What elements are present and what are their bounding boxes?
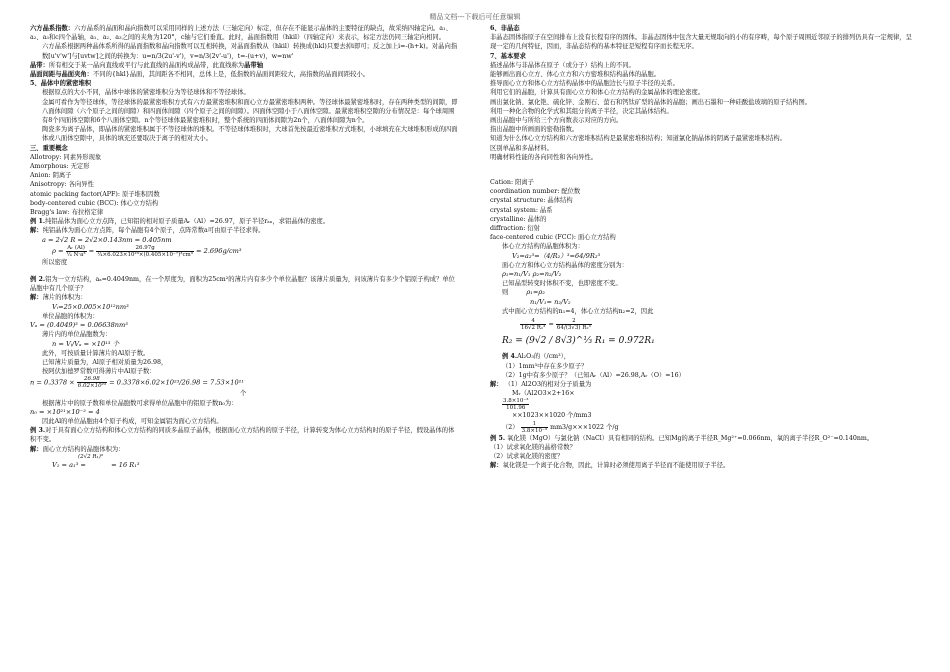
solution-2-step: 因此Al的单位晶胞由4个原子构成，可知金属铝为面心立方结构。 xyxy=(42,417,223,425)
solution-2-label: 解： xyxy=(30,294,43,302)
term-item: crystalline: 晶体的 xyxy=(490,215,547,223)
numerator: 2 xyxy=(556,318,592,325)
denominator: 101.96 xyxy=(506,405,526,412)
numerator: 4 xyxy=(520,318,546,325)
fraction xyxy=(556,318,592,331)
example-2 xyxy=(30,275,458,293)
requirement-item: 画出晶胞中与所给三个方向数表示对应的方向。 xyxy=(490,117,623,125)
solution-4-step: Mᵣ（Al2O3×2+16× xyxy=(512,390,575,398)
density-equal: ρ₁=ρ₂ xyxy=(526,288,545,297)
requirement-item: 指出晶胞中所画面的密勒指数。 xyxy=(490,126,579,134)
fraction xyxy=(66,245,87,258)
example-5-text: 氧化镁（MgO）与氯化钠（NaCl）具有相同的结构。已知Mg的离子半径R_Mg²⁺=0.066nm，氧的离子半径R_O²⁻=0.140nm。 xyxy=(507,434,874,442)
equation-fcc-volume-lhs: V₁ = a₁³ = xyxy=(52,460,86,469)
solution-4-step: （1）Al2O3的相对分子质量为 xyxy=(504,380,592,388)
volume-invariant-note: 已知晶型转变时体积不变，也即密度不变。 xyxy=(502,280,622,288)
requirement-item: 明确材料性能的各向同性和各向异性。 xyxy=(490,153,598,161)
example-3 xyxy=(30,426,458,444)
zone-text: 所有相交于某一晶向直线或平行与此直线的晶面构成晶带，此直线称为 xyxy=(48,61,245,69)
solution-1-label: 解： xyxy=(30,227,43,235)
solution-4-step: mm3/g×××1022 个/g xyxy=(550,423,619,431)
requirement-item: 推导面心立方和体心立方结构晶体中的晶胞边长与原子半径的关系。 xyxy=(490,80,679,88)
page-header: 精品文档---下载后可任意编辑 xyxy=(429,13,521,21)
question: （1）试求氧化镁的晶格常数？ xyxy=(490,443,576,451)
solution-2-step: Vᵢ=25×0.005×10¹²nm³ xyxy=(52,302,129,311)
equation-densities: ρ₁=n₁/V₁ ρ₂=n₂/V₂ xyxy=(502,270,562,279)
equation-ratio: n₁/V₁= n₂/V₂ xyxy=(530,297,571,306)
term-item: Allotropy: 同素异形现象 xyxy=(30,153,102,161)
zone-axis-term: 晶带轴 xyxy=(244,61,263,69)
hex-conversion-paragraph: 六方晶系根据两种晶体系所得的晶面指数和晶向指数可以互相转换，对晶面指数从（hkil）转换成(hkl)只要去掉i即可；反之加上i=-(h+k)。对晶向指数[u'v'w']与[uvtw]之间的转换为：u=n/3(2u'-v')，v=n/3(2v'-u')，t=-(u+v)，w=nw' xyxy=(42,43,458,60)
solution-5-label: 解： xyxy=(490,462,503,470)
right-column xyxy=(490,24,918,470)
section-6-heading: 6、非晶态 xyxy=(490,25,520,32)
equals-sign: = xyxy=(548,320,554,329)
requirement-item: 知道为什么体心立方结构和六方密堆积结构是最紧密堆积结构；知道氯化钠晶体的阴离子最紧密堆积结构。 xyxy=(490,135,786,143)
denominator: ¼ N·a³ xyxy=(66,251,86,258)
hex-index-text: 六方晶系的晶面和晶向指数可以采用同样的上述方法（三轴定向）标定，但存在不能显示晶体的主要特征的缺点，故采纳四轴定向。a₁、a₂、a₃和c四个晶轴，a₁、a₂、a₃之间的夹角为120°，c轴与它们垂直。此时，晶面指数用（hkil）（四轴定向）来表示，标定方法仍同三轴定向相同。 xyxy=(30,25,452,42)
packing-ceramic: 陶瓷多为离子晶体，即晶体的紧密堆积属于不等径球体的堆积。不等径球体堆积时，大球首先按最近密堆积方式堆积，小球填充在大球堆积形成的四面体或八面体空隙中，具体的填充还要取决于离子的相对大小。 xyxy=(42,126,458,143)
equation-density: ρ = $\frac{\text{Aᵣ (Al)}}{\text{¼ N·a³}}$ = $\frac{26.97g}{\text{¼×6.023×10²³×(0.405×10⁻⁷)³cm³}}$ = 2.696g/cm³ xyxy=(52,244,242,258)
density-conclusion: 所以密度 xyxy=(42,258,68,266)
example-1-label: 例 1. xyxy=(30,218,46,226)
solution-4 xyxy=(490,380,918,389)
term-item: Cation: 阳离子 xyxy=(490,179,534,187)
zone-heading: 晶带： xyxy=(30,61,49,69)
solution-4-part2 xyxy=(490,421,918,434)
solution-2-step: 根据薄片中的原子数和单位晶胞数可求得单位晶胞中的铝原子数n₀为： xyxy=(42,399,238,407)
solution-2-step: 薄片内的单位晶胞数为： xyxy=(42,331,112,339)
equation-atom-count xyxy=(30,376,458,389)
solution-2-step: 按阿伏加德罗常数可得薄片中Al原子数： xyxy=(42,368,156,376)
section-5-heading: 5、晶体中的紧密堆积 xyxy=(30,80,92,88)
requirement-item: 利用它们的晶胞，计算具有面心立方和体心立方结构的金属晶体的理论密度。 xyxy=(490,89,705,97)
solution-4-label: 解： xyxy=(490,380,503,388)
equation-lattice-constant: a = 2√2 R = 2√2×0.143nm = 0.405nm xyxy=(42,235,172,244)
equation-bcc-volume: V₂=a₂³=（4/R₂）³=64/9R₂³ xyxy=(512,251,601,260)
example-1 xyxy=(30,217,458,226)
solution-2-step: 薄片的体积为： xyxy=(42,294,87,302)
term-item: Anisotropy: 各向异性 xyxy=(30,181,94,189)
solution-4-fraction xyxy=(490,398,918,411)
fraction xyxy=(96,245,194,258)
question: （2）试求氧化镁的密度？ xyxy=(490,452,564,460)
solution-5 xyxy=(490,461,918,470)
denominator: ¼×6.023×10²³×(0.405×10⁻⁷)³cm³ xyxy=(97,251,193,258)
question: （1）1mm³中存在多少原子？ xyxy=(502,362,588,370)
requirement-item: 区别单晶和多晶材料。 xyxy=(490,144,553,152)
packing-intro: 根据原点的大小不同，晶体中球体的紧密堆积分为等径球体和不等径球体。 xyxy=(42,89,250,97)
equation-density-equal xyxy=(490,288,918,297)
solution-2-step: 已知薄片质量为，Al原子相对质量为26.98， xyxy=(42,358,168,366)
solution-2 xyxy=(30,293,458,302)
numerator: Aᵣ (Al) xyxy=(67,244,85,251)
equation-atom-count-lhs: n = 0.3378 × xyxy=(30,378,75,387)
equation-bcc-radius: R₂ = (9√2 / 8√3)^⅓ R₁ = 0.972R₁ xyxy=(502,336,655,347)
numerator: 3.8×10⁻³ xyxy=(503,398,529,405)
requirement-item: 描述晶体与非晶体在原子（或分子）结构上的不同。 xyxy=(490,61,635,69)
solution-1-text: 纯铝晶体为面心立方点阵，每个晶胞有4个原子，点阵常数a可由原子半径求得。 xyxy=(42,227,265,235)
spacing-paragraph xyxy=(30,70,458,79)
term-item: face-centered cubic (FCC): 面心立方结构 xyxy=(490,234,616,242)
example-1-text: 纯铝晶体为面心立方点阵，已知铝的相对原子质量Aᵣ（Al）=26.97，原子半径rₐₙ，求铝晶体的密度。 xyxy=(45,218,330,226)
solution-3-label: 解： xyxy=(30,445,43,453)
spacing-text: 不同的{hkl}晶面，其间距各不相同，总体上是，低指数的晶面间距较大，高指数的晶面间距较小。 xyxy=(92,71,370,79)
example-4 xyxy=(490,352,918,361)
solution-2-step: n₀ = ×10²¹×10⁻² = 4 xyxy=(30,407,100,416)
solution-5-text: 氧化镁是一个离子化合物，因此，计算时必须使用离子半径而不能使用原子半径。 xyxy=(502,462,730,470)
section-7-heading: 7、基本要求 xyxy=(490,52,526,60)
denominator: 6.02×10²³ xyxy=(77,383,107,390)
density-label: 面心立方和体心立方结构晶体的密度分别为： xyxy=(502,261,628,269)
numerator: 1 xyxy=(521,421,548,428)
term-item: Anion: 阴离子 xyxy=(30,172,72,180)
fraction xyxy=(520,318,546,331)
term-item: atomic packing factor(APF): 原子堆积因数 xyxy=(30,190,160,198)
term-item: crystal structure: 晶体结构 xyxy=(490,197,573,205)
example-5 xyxy=(490,434,918,443)
solution-2-step: Vₐ = (0.4049)³ = 0.06638nm³ xyxy=(30,321,128,330)
requirement-item: 能够画出面心立方、体心立方和六方密堆积结构晶体的晶胞。 xyxy=(490,71,661,79)
bcc-volume-label: 体心立方结构的晶胞体积为： xyxy=(502,243,584,251)
denominator: 16√2 R₁³ xyxy=(521,325,546,332)
equation-fcc-volume-top: (2√2 R₁)³ xyxy=(78,453,104,460)
example-2-label: 例 2. xyxy=(30,276,46,284)
equation-fcc-volume xyxy=(30,461,458,470)
example-3-label: 例 3. xyxy=(30,427,46,435)
solution-2-step: 此外，可按质量计算薄片的Al原子数。 xyxy=(42,349,150,357)
requirement-item: 利用一种化合物的化学式和其组分的离子半径，决定其晶体结构。 xyxy=(490,107,673,115)
then-label: 则 xyxy=(502,289,509,297)
term-item: diffraction: 衍射 xyxy=(490,225,540,233)
example-3-text: 对于具有面心立方结构和体心立方结构的同质多晶原子晶体，根据面心立方结构的原子半径，计算转变为体心立方结构时的原子半径，假设晶体的体积不变。 xyxy=(30,427,455,444)
example-4-label: 例 4. xyxy=(502,353,518,361)
fraction xyxy=(502,398,529,411)
solution-3 xyxy=(30,445,458,454)
term-item: Amorphous: 无定形 xyxy=(30,163,90,171)
section-3-heading: 三、重要概念 xyxy=(30,144,68,152)
denominator: 64/(3√3) R₂³ xyxy=(556,325,591,332)
solution-2-step: n = Vᵢ/Vₐ = ×10¹³ 个 xyxy=(52,339,120,348)
term-item: coordination number: 配位数 xyxy=(490,188,581,196)
example-4-text: Al₂O₃的（/cm³）， xyxy=(517,353,571,361)
part-label: （2） xyxy=(502,423,519,431)
denominator: 3.8×10⁻³ xyxy=(521,427,548,434)
unit-label: 个 xyxy=(240,390,247,398)
amorphous-paragraph: 非晶态固体指原子在空间排布上没有长程有序的固体。非晶态固体中包含大量无规取向的小的有序畴，每个原子周围近邻原子的排列仍具有一定规律，呈现一定的几何特征，因而，非晶态结构的基本特征是短程有序而长程无序。 xyxy=(490,34,912,51)
solution-2-step: 单位晶胞的体积为： xyxy=(42,312,99,320)
spacing-heading: 晶面间距与晶面夹角： xyxy=(30,71,93,79)
left-column xyxy=(30,24,458,470)
term-item: body-centered cubic (BCC): 体心立方结构 xyxy=(30,199,159,207)
equation-density-rhs: = 2.696g/cm³ xyxy=(196,246,242,255)
term-item: Bragg's law: 布拉格定律 xyxy=(30,209,104,217)
term-item: crystal system: 晶系 xyxy=(490,206,553,214)
zone-paragraph xyxy=(30,61,458,70)
equation-density-lhs: ρ = xyxy=(52,246,64,255)
equation-atom-count-rhs: = 0.3378×6.02×10²³/26.98 = 7.53×10²¹ xyxy=(109,378,244,387)
hex-index-paragraph xyxy=(30,24,458,42)
question: （2）1g中有多少原子？（已知Aᵣ（Al）=26.98,Aᵣ（O）=16） xyxy=(502,371,685,379)
equation-radius-ratio xyxy=(490,318,918,331)
hex-index-heading: 六方晶系指数： xyxy=(30,25,75,32)
fraction xyxy=(521,421,548,434)
equation-fcc-volume-rhs: = 16 R₁³ xyxy=(111,460,140,469)
example-5-label: 例 5. xyxy=(490,434,506,442)
solution-4-step: ××1023××1020 个/mm3 xyxy=(512,412,592,420)
solution-3-step: 面心立方结构的晶胞体积为： xyxy=(42,445,125,453)
fraction xyxy=(77,376,107,389)
numerator: 26.97g xyxy=(96,245,194,252)
example-2-text: 铝为一立方结构，aₐ=0.4049nm，在一个厚度为，面积为25cm²的薄片内有多少个单位晶胞？该薄片质量为，问该薄片有多少个铝原子构成？单位晶胞中有几个原子？ xyxy=(30,276,455,293)
requirement-item: 画出氯化钠、氯化铯、硫化锌、金刚石、萤石和钙钛矿型的晶体的晶胞；画出石墨和一种硅酸盐玻璃的原子结构图。 xyxy=(490,98,812,106)
coordination-note: 式中面心立方结构的n₁=4，体心立方结构n₂=2，因此 xyxy=(502,307,654,315)
numerator: 26.98 xyxy=(77,376,107,383)
solution-1 xyxy=(30,226,458,235)
packing-metal: 金属可看作为等径球体，等径球体的最紧密堆积方式有六方最紧密堆积和面心立方最紧密堆积两种。等径球体最紧密堆积时，存在两种类型的间隙，即八面体间隙（六个原子之间的间隙）和四面体间隙（四个原子之间的间隙）。四面体空隙小于八面体空隙。最紧密堆积空隙的分布情况是：每个球周围有8个四面体空隙和6个八面体空隙。n个等径球体最紧密堆积时，整个系统的四面体间隙为2n个，八面体间隙为n个。 xyxy=(42,98,458,125)
